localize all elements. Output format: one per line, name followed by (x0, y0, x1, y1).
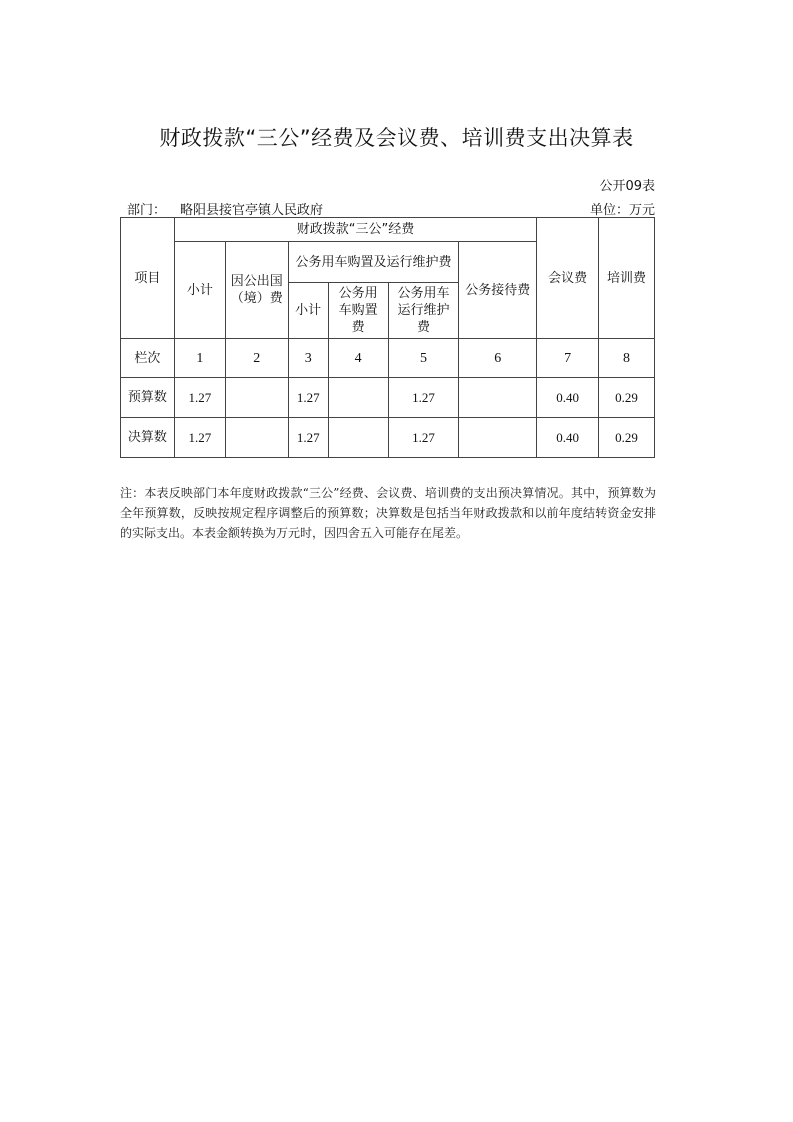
cell-vehicle-operation: 1.27 (388, 418, 459, 458)
row-label: 预算数 (121, 378, 175, 418)
column-number: 1 (174, 339, 225, 378)
cell-abroad (225, 418, 288, 458)
table-row-final (121, 418, 655, 458)
cell-reception (459, 418, 537, 458)
header-sangong: 财政拨款“三公”经费 (174, 218, 536, 242)
header-training: 培训费 (599, 218, 655, 339)
cell-abroad (225, 378, 288, 418)
column-number-row (121, 339, 655, 378)
department-name: 略阳县接官亭镇人民政府 (180, 203, 324, 218)
cell-vehicle-purchase (328, 378, 388, 418)
header-vehicle-subtotal: 小计 (288, 283, 328, 339)
cell-reception (459, 378, 537, 418)
cell-subtotal: 1.27 (174, 378, 225, 418)
header-reception: 公务接待费 (459, 242, 537, 339)
department-line (127, 199, 323, 218)
cell-vehicle-subtotal: 1.27 (288, 378, 328, 418)
cell-subtotal: 1.27 (174, 418, 225, 458)
header-item: 项目 (121, 218, 175, 339)
header-vehicle: 公务用车购置及运行维护费 (288, 242, 459, 283)
cell-training: 0.29 (599, 378, 655, 418)
column-number: 8 (599, 339, 655, 378)
row-label: 决算数 (121, 418, 175, 458)
cell-training: 0.29 (599, 418, 655, 458)
cell-vehicle-operation: 1.27 (388, 378, 459, 418)
column-number: 4 (328, 339, 388, 378)
column-number-label: 栏次 (121, 339, 175, 378)
cell-vehicle-purchase (328, 418, 388, 458)
header-meeting: 会议费 (537, 218, 599, 339)
table-row-budget (121, 378, 655, 418)
cell-meeting: 0.40 (537, 418, 599, 458)
column-number: 6 (459, 339, 537, 378)
header-abroad: 因公出国（境）费 (225, 242, 288, 339)
form-code: 公开09表 (599, 179, 655, 194)
footnote: 注：本表反映部门本年度财政拨款“三公”经费、会议费、培训费的支出预决算情况。其中，预算数为全年预算数，反映按规定程序调整后的预算数；决算数是包括当年财政拨款和以前年度结转资金安排的实际支出。本表金额转换为万元时，因四舍五入可能存在尾差。 (120, 486, 656, 540)
header-subtotal: 小计 (174, 242, 225, 339)
expense-table (120, 217, 655, 458)
column-number: 5 (388, 339, 459, 378)
column-number: 3 (288, 339, 328, 378)
header-vehicle-operation: 公务用车运行维护费 (388, 283, 459, 339)
column-number: 7 (537, 339, 599, 378)
column-number: 2 (225, 339, 288, 378)
cell-vehicle-subtotal: 1.27 (288, 418, 328, 458)
page-title: 财政拨款“三公”经费及会议费、培训费支出决算表 (159, 126, 634, 150)
cell-meeting: 0.40 (537, 378, 599, 418)
department-label: 部门： (127, 203, 167, 218)
header-row-1 (121, 218, 655, 242)
unit-label: 单位：万元 (589, 203, 655, 218)
header-vehicle-purchase: 公务用车购置费 (328, 283, 388, 339)
